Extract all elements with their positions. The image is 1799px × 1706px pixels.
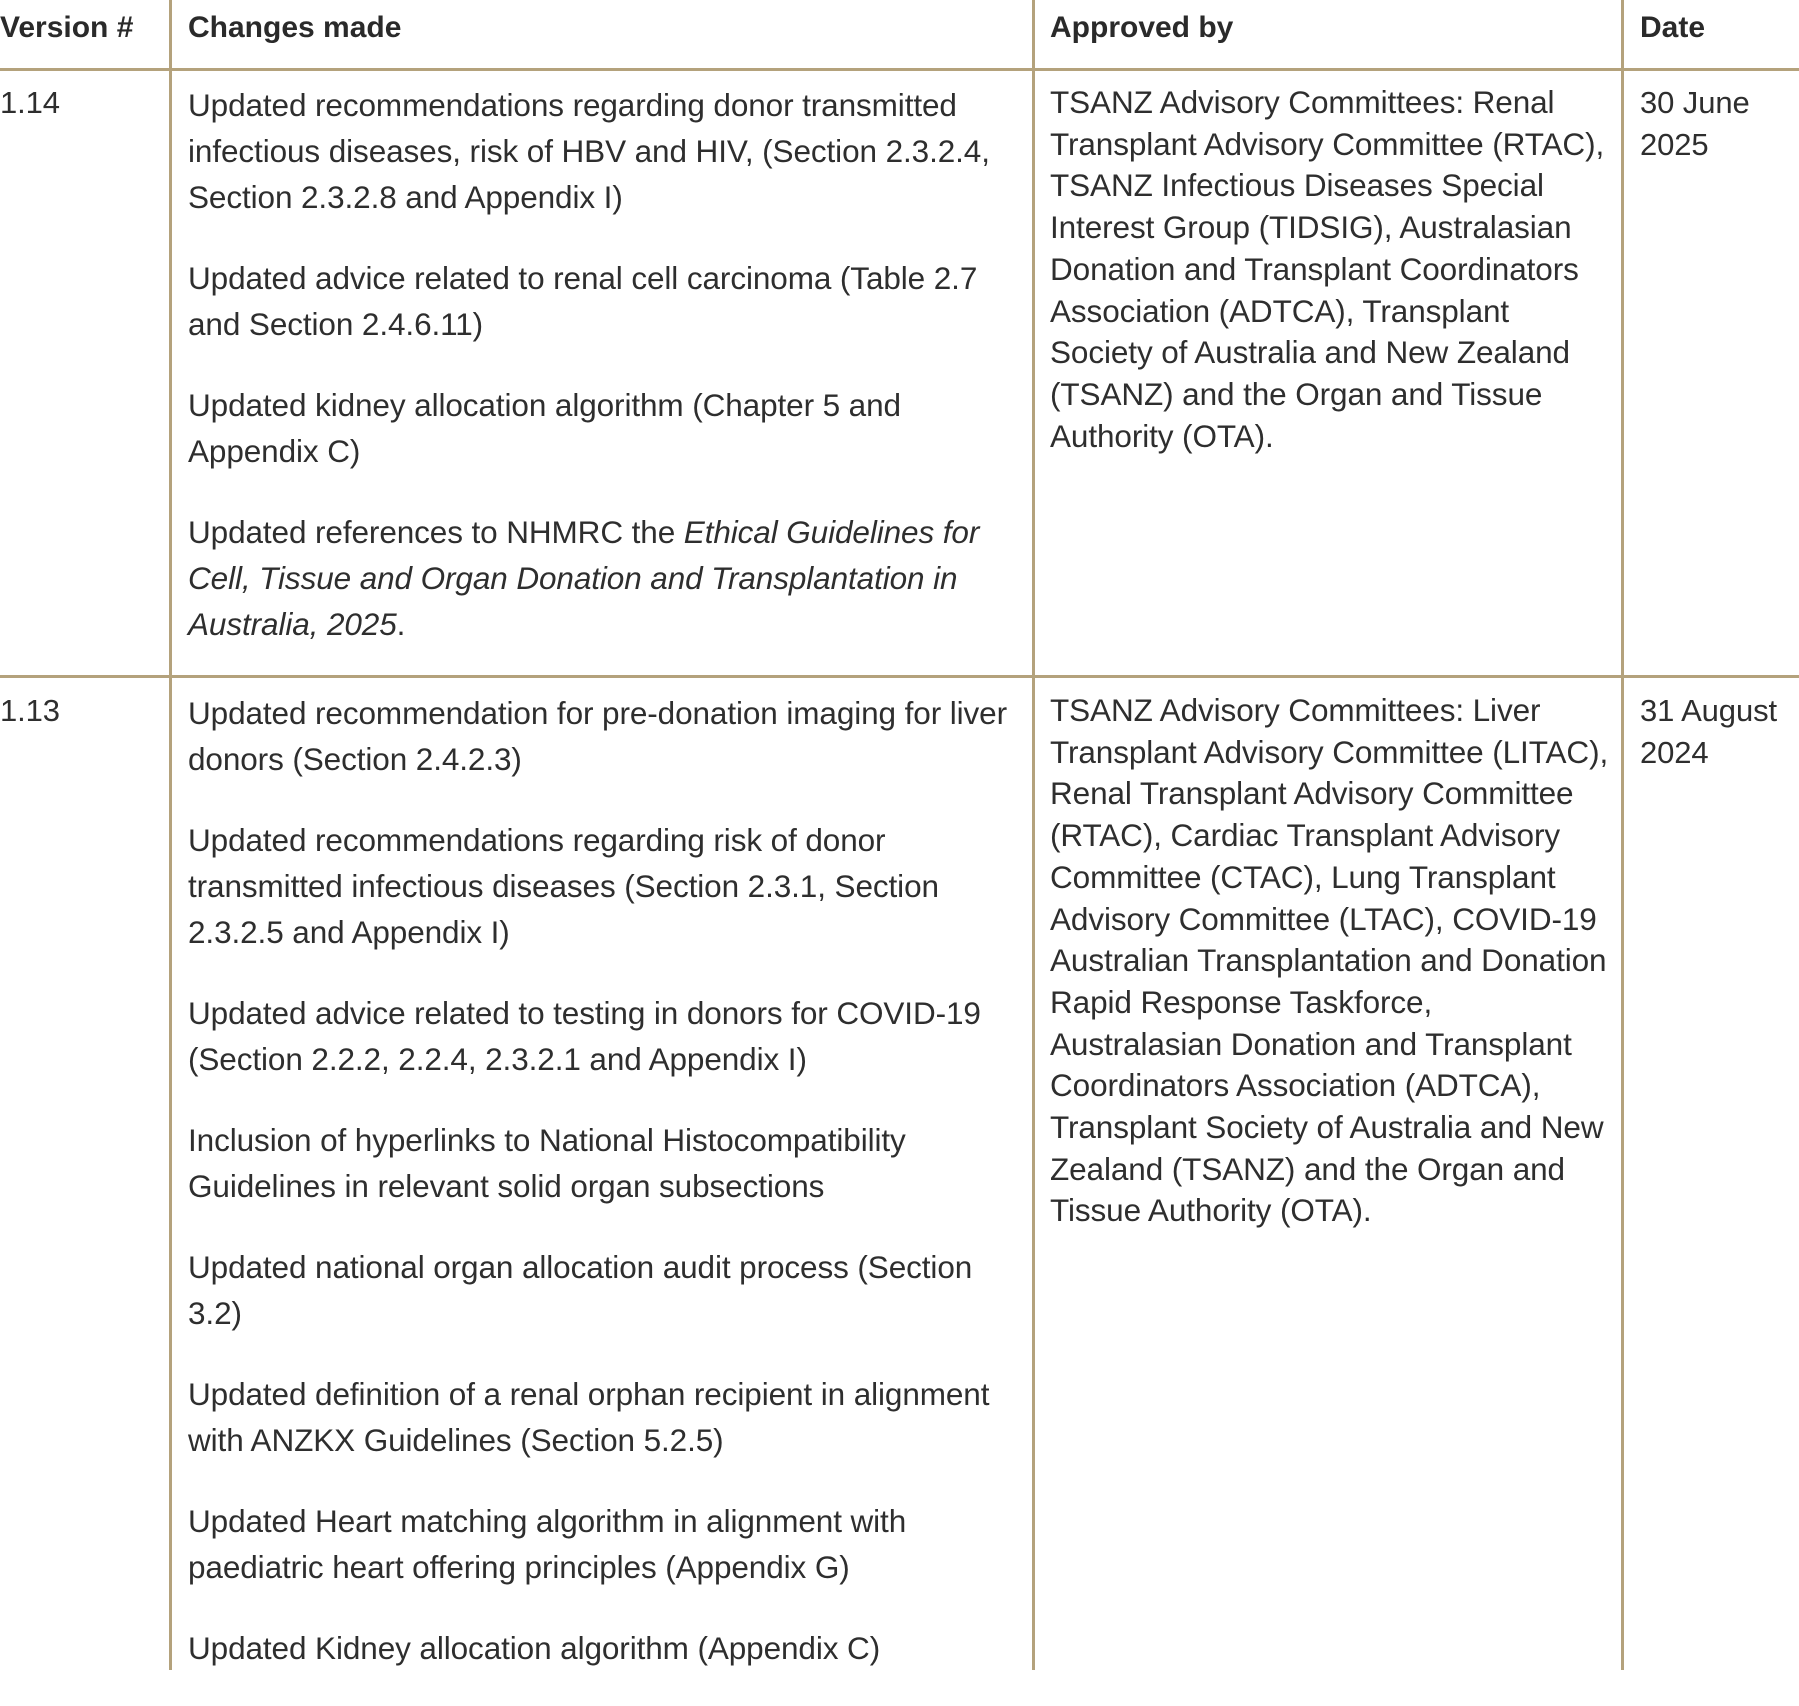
change-item: Updated definition of a renal orphan recipient in alignment with ANZKX Guidelines (Section 5.2.5) xyxy=(188,1376,990,1458)
header-divider xyxy=(0,68,1799,71)
change-ref-suffix: . xyxy=(396,606,406,642)
change-item: Updated advice related to renal cell carcinoma (Table 2.7 and Section 2.4.6.11) xyxy=(188,260,978,342)
change-item: Inclusion of hyperlinks to National Histocompatibility Guidelines in relevant solid organ subsections xyxy=(188,1122,906,1204)
change-item: Updated advice related to testing in donors for COVID-19 (Section 2.2.2, 2.2.4, 2.3.2.1 and Appendix I) xyxy=(188,995,981,1077)
change-ref-prefix: Updated references to NHMRC the xyxy=(188,514,684,550)
change-item: Updated kidney allocation algorithm (Chapter 5 and Appendix C) xyxy=(188,387,901,469)
header-approved-by: Approved by xyxy=(1050,11,1234,44)
column-divider xyxy=(1032,0,1035,1670)
header-version: Version # xyxy=(0,11,134,44)
row-changes xyxy=(188,82,1028,682)
row-version: 1.14 xyxy=(0,85,60,120)
change-item: Updated recommendations regarding donor transmitted infectious diseases, risk of HBV and HIV, (Section 2.3.2.4, Section 2.3.2.8 and Appendix I) xyxy=(188,87,990,215)
column-divider xyxy=(1621,0,1624,1670)
row-version: 1.13 xyxy=(0,693,60,728)
header-changes: Changes made xyxy=(188,11,402,44)
row-date: 31 August 2024 xyxy=(1640,693,1777,770)
row-approved-by: TSANZ Advisory Committees: Liver Transplant Advisory Committee (LITAC), Renal Transplant Advisory Committee (RTAC), Cardiac Transplant Advisory Committee (CTAC), Lung Transplant Advisory Committee (LTAC), COVID-19 Australian Transplantation and Donation Rapid Response Taskforce, Australasian Donation and Transplant Coordinators Association (ADTCA), Transplant Society of Australia and New Zealand (TSANZ) and the Organ and Tissue Authority (OTA). xyxy=(1050,692,1609,1229)
row-approved-by: TSANZ Advisory Committees: Renal Transplant Advisory Committee (RTAC), TSANZ Infectious Diseases Special Interest Group (TIDSIG), Australasian Donation and Transplant Coordinators Association (ADTCA), Transplant Society of Australia and New Zealand (TSANZ) and the Organ and Tissue Authority (OTA). xyxy=(1050,84,1605,454)
change-item: Updated Heart matching algorithm in alignment with paediatric heart offering principles (Appendix G) xyxy=(188,1503,907,1585)
change-item xyxy=(188,509,1028,647)
change-item: Updated national organ allocation audit process (Section 3.2) xyxy=(188,1249,973,1331)
header-date: Date xyxy=(1640,11,1706,44)
change-item: Updated recommendation for pre-donation imaging for liver donors (Section 2.4.2.3) xyxy=(188,695,1007,777)
change-item: Updated Kidney allocation algorithm (Appendix C) xyxy=(188,1630,881,1666)
change-item: Updated recommendations regarding risk of donor transmitted infectious diseases (Section 2.3.1, Section 2.3.2.5 and Appendix I) xyxy=(188,822,939,950)
row-date: 30 June 2025 xyxy=(1640,85,1750,162)
column-divider xyxy=(169,0,172,1670)
change-ref-title: Ethical Guidelines for Cell, Tissue and Organ Donation and Transplantation in Australia, 2025 xyxy=(188,514,980,642)
row-changes xyxy=(188,690,1028,1706)
